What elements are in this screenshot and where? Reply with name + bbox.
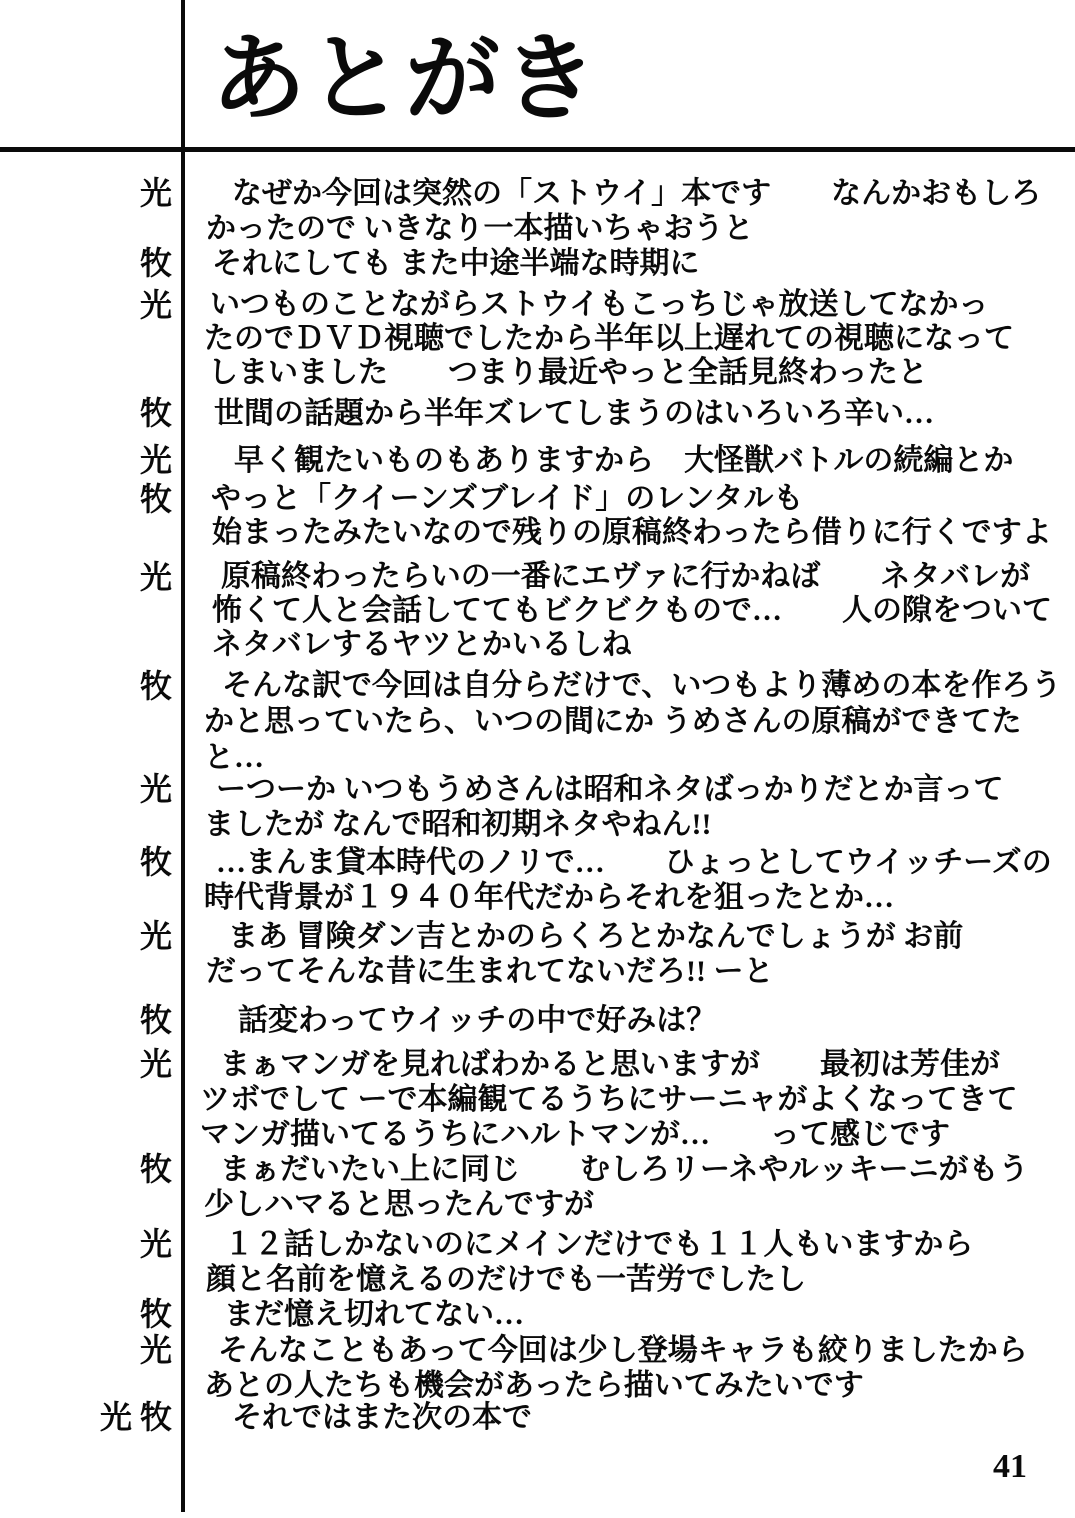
- dialogue-line: 顔と名前を憶えるのだけでも一苦労でしたし: [206, 1263, 806, 1296]
- dialogue-lines: [204, 396, 934, 431]
- dialogue-lines: [204, 845, 1052, 915]
- dialogue-line: そんなこともあって今回は少し登場キャラも絞りましたから: [218, 1334, 1028, 1367]
- speaker-label: 光: [139, 175, 172, 211]
- dialogue-line: そんな訳で今回は自分らだけで、いつもより薄めの本を作ろう: [222, 669, 1062, 702]
- dialogue-lines: [204, 1152, 1029, 1222]
- dialogue-line: それではまた次の本で: [232, 1401, 532, 1434]
- speaker-label: 牧: [139, 844, 172, 880]
- page-number: 41: [993, 1448, 1027, 1485]
- dialogue-line: …まんま貸本時代のノリで… ひょっとしてウイッチーズの: [216, 846, 1052, 879]
- speaker-label: 光: [139, 771, 172, 807]
- dialogue-line: それにしても また中途半端な時期に: [212, 247, 700, 280]
- dialogue-lines: [200, 1047, 1018, 1152]
- dialogue-line: たのでＤＶＤ視聴でしたから半年以上遅れての視聴になって: [204, 322, 1014, 355]
- dialogue-line: 少しハマると思ったんですが: [204, 1188, 594, 1221]
- dialogue-lines: [204, 560, 1052, 662]
- dialogue-line: まぁマンガを見ればわかると思いますが 最初は芳佳が: [220, 1048, 1000, 1081]
- dialogue-line: なぜか今回は突然の「ストウイ」本です なんかおもしろ: [232, 177, 1042, 210]
- speaker-label: 光 牧: [99, 1399, 172, 1435]
- dialogue-line: 時代背景が１９４０年代だからそれを狙ったとか…: [204, 881, 894, 914]
- speaker-label: 牧: [139, 395, 172, 431]
- dialogue-lines: [204, 1227, 973, 1297]
- dialogue-line: だってそんな昔に生まれてないだろ!! ーと: [206, 955, 774, 988]
- dialogue-line: 始まったみたいなので残りの原稿終わったら借りに行くですよ: [212, 516, 1052, 549]
- dialogue-lines: [204, 1400, 532, 1435]
- speaker-label: 光: [139, 1226, 172, 1262]
- speaker-label: 牧: [139, 668, 172, 704]
- dialogue-line: 原稿終わったらいの一番にエヴァに行かねば ネタバレが: [221, 560, 1031, 593]
- dialogue-line: かったので いきなり一本描いちゃおうと: [206, 212, 754, 245]
- speaker-label: 牧: [139, 1296, 172, 1332]
- dialogue-line: ましたが なんで昭和初期ネタやねん!!: [204, 808, 712, 841]
- header-divider-line: [0, 147, 1075, 152]
- speaker-label: 光: [139, 1332, 172, 1368]
- dialogue-line: 怖くて人と会話しててもビクビクもので… 人の隙をついて: [212, 594, 1052, 627]
- dialogue-line: やっと「クイーンズブレイド」のレンタルも: [211, 482, 804, 515]
- dialogue-line: まあ 冒険ダン吉とかのらくろとかなんでしょうが お前: [228, 920, 964, 953]
- dialogue-line: あとの人たちも機会があったら描いてみたいです: [204, 1369, 864, 1402]
- dialogue-line: 早く観たいものもありますから 大怪獣バトルの続編とか: [234, 444, 1014, 477]
- dialogue-line: ネタバレするヤツとかいるしね: [212, 628, 632, 661]
- dialogue-line: １２話しかないのにメインだけでも１１人もいますから: [224, 1228, 974, 1261]
- speaker-label: 牧: [139, 1002, 172, 1038]
- dialogue-line: マンガ描いてるうちにハルトマンが… って感じです: [200, 1118, 950, 1151]
- speaker-label: 光: [139, 1046, 172, 1082]
- dialogue-line: 話変わってウイッチの中で好みは？: [238, 1004, 717, 1037]
- dialogue-lines: [204, 772, 1004, 842]
- dialogue-lines: [204, 1297, 524, 1332]
- dialogue-lines: [204, 176, 1041, 246]
- dialogue-line: まだ憶え切れてない…: [224, 1298, 524, 1331]
- dialogue-lines: [204, 1003, 716, 1038]
- speaker-label: 光: [139, 918, 172, 954]
- dialogue-lines: [204, 668, 1061, 776]
- speaker-label: 牧: [139, 1151, 172, 1187]
- dialogue-lines: [204, 443, 1013, 478]
- dialogue-line: いつものことながらストウイもこっちじゃ放送してなかっ: [210, 288, 989, 321]
- dialogue-line: ーつーか いつもうめさんは昭和ネタばっかりだとか言って: [216, 773, 1004, 806]
- speaker-label: 光: [139, 559, 172, 595]
- dialogue-line: しまいました つまり最近やっと全話見終わったと: [208, 356, 928, 389]
- margin-rule-line: [181, 0, 185, 1512]
- speaker-label: 牧: [139, 481, 172, 517]
- dialogue-line: まぁだいたい上に同じ むしろリーネやルッキーニがもう: [220, 1153, 1029, 1186]
- page-title: あとがき: [211, 26, 600, 132]
- speaker-label: 光: [139, 287, 172, 323]
- dialogue-line: 世間の話題から半年ズレてしまうのはいろいろ辛い…: [214, 397, 934, 430]
- speaker-label: 牧: [139, 245, 172, 281]
- dialogue-lines: [204, 288, 1014, 390]
- dialogue-lines: [204, 482, 1052, 550]
- dialogue-lines: [204, 919, 963, 989]
- speaker-label: 光: [139, 442, 172, 478]
- dialogue-line: と…: [204, 741, 264, 774]
- dialogue-lines: [204, 246, 700, 281]
- dialogue-line: ツボでして ーで本編観てるうちにサーニャがよくなってきて: [200, 1083, 1018, 1116]
- dialogue-lines: [204, 1333, 1028, 1403]
- dialogue-line: かと思っていたら、いつの間にか うめさんの原稿ができてた: [204, 705, 1022, 738]
